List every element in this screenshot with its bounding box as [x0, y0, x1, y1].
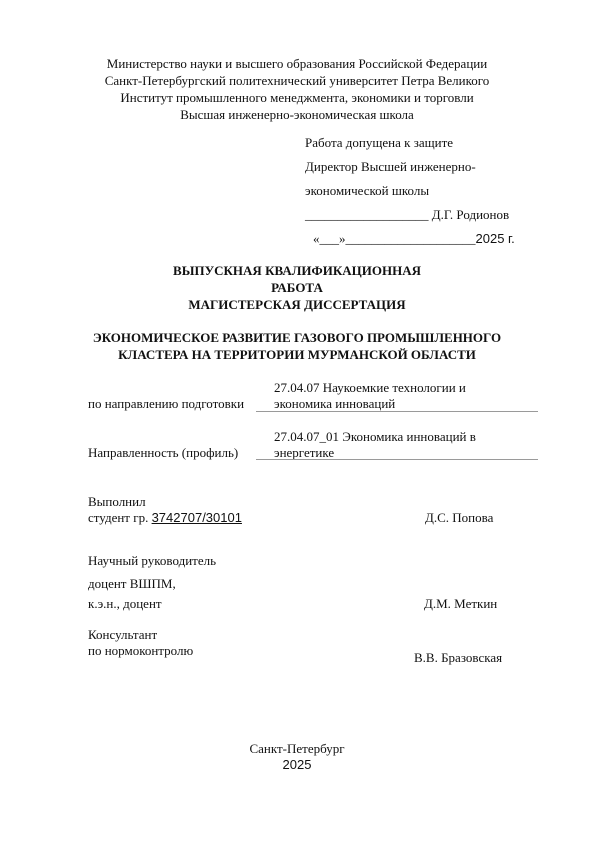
work-type-line3: МАГИСТЕРСКАЯ ДИССЕРТАЦИЯ	[188, 297, 406, 312]
profile-value-line1: 27.04.07_01 Экономика инноваций в	[274, 429, 476, 444]
approval-admitted: Работа допущена к защите	[305, 135, 454, 150]
date-open-quote: «	[313, 231, 320, 246]
consultant-name: В.В. Бразовская	[414, 650, 503, 665]
work-type-line2: РАБОТА	[271, 280, 323, 295]
author-label: Выполнил	[88, 494, 146, 509]
approval-director-line1: Директор Высшей инженерно-	[305, 159, 476, 174]
date-close-quote: »	[339, 231, 346, 246]
date-month-blank: ____________________	[345, 231, 476, 246]
university-line: Санкт-Петербургский политехнический университет Петра Великого	[104, 73, 490, 88]
supervisor-label: Научный руководитель	[88, 553, 217, 568]
supervisor-name: Д.М. Меткин	[424, 596, 498, 611]
direction-value-line2: экономика инноваций	[274, 396, 396, 411]
profile-value-line2: энергетике	[274, 445, 335, 460]
profile-label: Направленность (профиль)	[88, 445, 239, 460]
approval-director-line2: экономической школы	[305, 183, 430, 198]
supervisor-degree: к.э.н., доцент	[88, 596, 162, 611]
work-type-line1: ВЫПУСКНАЯ КВАЛИФИКАЦИОННАЯ	[173, 263, 421, 278]
author-name: Д.С. Попова	[425, 510, 494, 525]
direction-value-line1: 27.04.07 Наукоемкие технологии и	[274, 380, 466, 395]
approval-signature-row	[305, 207, 509, 223]
author-group-row	[88, 510, 242, 526]
topic-line1: ЭКОНОМИЧЕСКОЕ РАЗВИТИЕ ГАЗОВОГО ПРОМЫШЛЕННОГО	[92, 330, 502, 345]
author-group-prefix: студент гр.	[88, 510, 152, 525]
signature-blank: ___________________	[305, 207, 429, 222]
topic-line2: КЛАСТЕРА НА ТЕРРИТОРИИ МУРМАНСКОЙ ОБЛАСТИ	[118, 347, 476, 362]
date-day-blank: ___	[319, 231, 339, 246]
footer-city: Санкт-Петербург	[249, 741, 345, 756]
approval-signer-name: Д.Г. Родионов	[431, 207, 510, 222]
supervisor-position: доцент ВШПМ,	[88, 576, 176, 591]
consultant-label: Консультант	[88, 627, 158, 642]
direction-label: по направлению подготовки	[88, 396, 245, 411]
footer-year: 2025	[282, 757, 312, 772]
school-line: Высшая инженерно-экономическая школа	[180, 107, 414, 122]
ministry-line: Министерство науки и высшего образования Российской Федерации	[106, 56, 488, 71]
consultant-role: по нормоконтролю	[88, 643, 194, 658]
direction-underline	[256, 411, 538, 412]
approval-date-row	[313, 231, 515, 247]
profile-underline	[256, 459, 538, 460]
author-group-number: 3742707/30101	[151, 510, 242, 525]
date-year: 2025 г.	[475, 231, 515, 246]
institute-line: Институт промышленного менеджмента, экономики и торговли	[120, 90, 474, 105]
